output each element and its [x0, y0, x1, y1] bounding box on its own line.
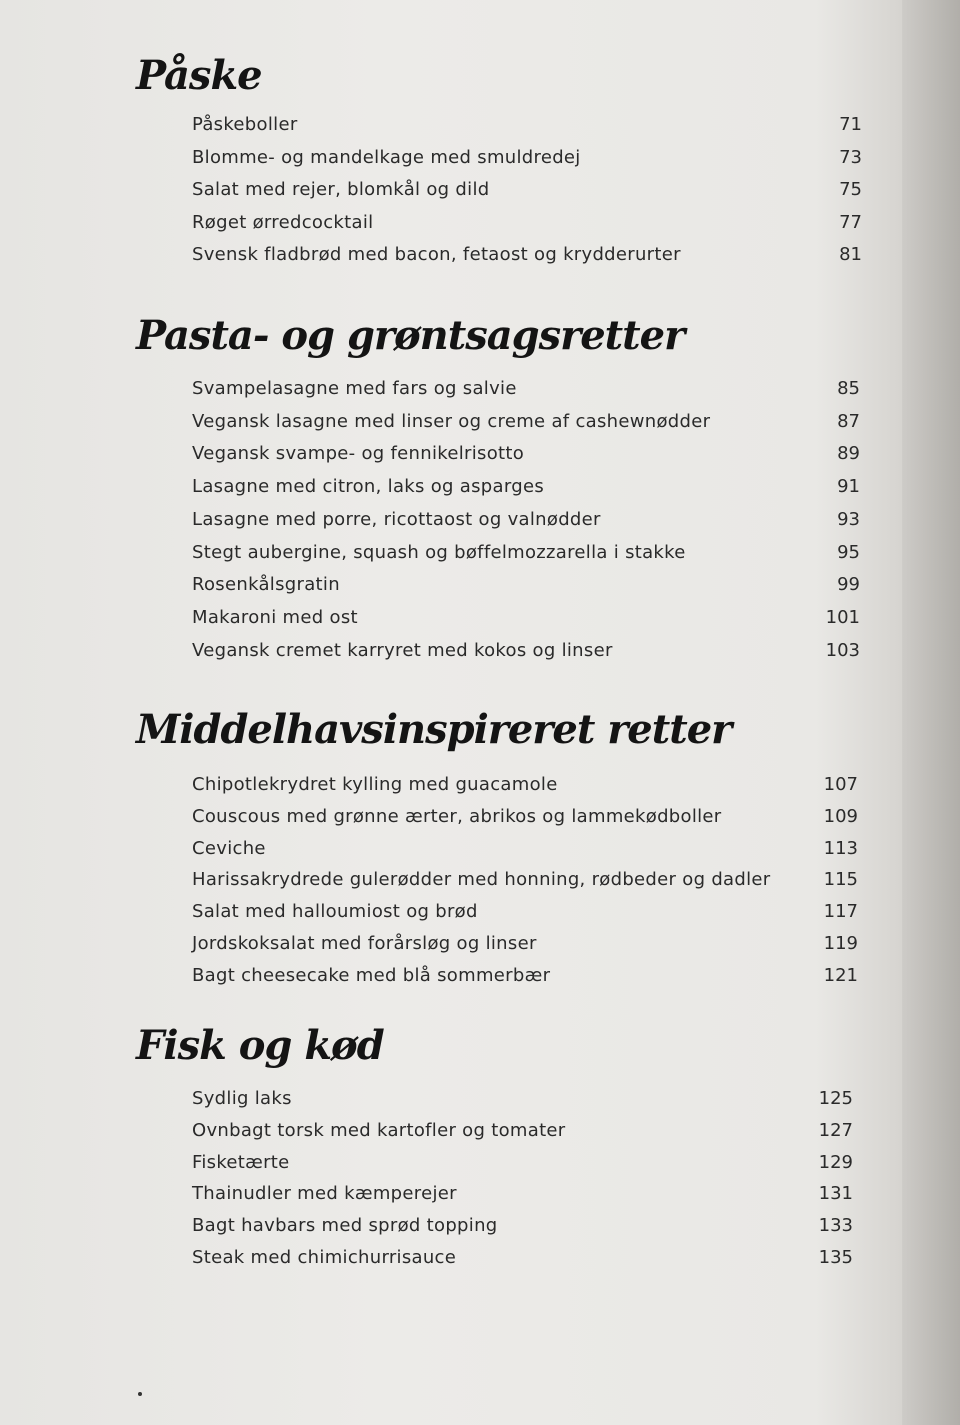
page-number: 131 — [818, 1183, 853, 1204]
toc-entry — [0, 179, 960, 205]
recipe-title: Rosenkålsgratin — [192, 574, 340, 595]
toc-entry — [0, 901, 960, 927]
page-number: 133 — [818, 1215, 853, 1236]
toc-entry — [0, 443, 960, 469]
toc-entry — [0, 1152, 960, 1178]
page-number: 81 — [839, 244, 862, 265]
recipe-title: Ceviche — [192, 838, 266, 859]
recipe-title: Svampelasagne med fars og salvie — [192, 378, 517, 399]
toc-entry — [0, 244, 960, 270]
page-number: 87 — [837, 411, 860, 432]
recipe-title: Steak med chimichurrisauce — [192, 1247, 457, 1268]
recipe-title: Chipotlekrydret kylling med guacamole — [192, 774, 558, 795]
recipe-title: Couscous med grønne ærter, abrikos og lammekødboller — [192, 806, 722, 827]
toc-entry — [0, 965, 960, 991]
toc-entry — [0, 933, 960, 959]
toc-entry — [0, 509, 960, 535]
recipe-title: Ovnbagt torsk med kartofler og tomater — [192, 1120, 566, 1141]
toc-entry — [0, 378, 960, 404]
toc-entry — [0, 114, 960, 140]
page-number: 95 — [837, 542, 860, 563]
recipe-title: Blomme- og mandelkage med smuldredej — [192, 147, 581, 168]
page-number: 115 — [823, 869, 858, 890]
recipe-title: Røget ørredcocktail — [192, 212, 374, 233]
recipe-title: Vegansk svampe- og fennikelrisotto — [192, 443, 525, 464]
recipe-title: Påskeboller — [192, 114, 298, 135]
page-number: 99 — [837, 574, 860, 595]
page-number: 89 — [837, 443, 860, 464]
recipe-title: Fisketærte — [192, 1152, 290, 1173]
toc-entry — [0, 869, 960, 895]
toc-entry — [0, 476, 960, 502]
section-heading: Påske — [136, 52, 262, 99]
toc-entry — [0, 212, 960, 238]
toc-entry — [0, 774, 960, 800]
page-number: 119 — [823, 933, 858, 954]
toc-entry — [0, 806, 960, 832]
recipe-title: Makaroni med ost — [192, 607, 358, 628]
page-number: 121 — [823, 965, 858, 986]
toc-entry — [0, 1183, 960, 1209]
page-number: 103 — [825, 640, 860, 661]
recipe-title: Svensk fladbrød med bacon, fetaost og krydderurter — [192, 244, 681, 265]
page-number: 113 — [823, 838, 858, 859]
toc-entry — [0, 147, 960, 173]
page-number: 91 — [837, 476, 860, 497]
recipe-title: Vegansk cremet karryret med kokos og linser — [192, 640, 613, 661]
toc-entry — [0, 411, 960, 437]
toc-entry — [0, 1215, 960, 1241]
page-number: 125 — [818, 1088, 853, 1109]
recipe-title: Bagt cheesecake med blå sommerbær — [192, 965, 551, 986]
toc-entry — [0, 1088, 960, 1114]
recipe-title: Bagt havbars med sprød topping — [192, 1215, 498, 1236]
page-number: 93 — [837, 509, 860, 530]
page-number: 117 — [823, 901, 858, 922]
page-number: 85 — [837, 378, 860, 399]
page-number: 71 — [839, 114, 862, 135]
recipe-title: Vegansk lasagne med linser og creme af cashewnødder — [192, 411, 711, 432]
page-number: 101 — [825, 607, 860, 628]
page-mark — [138, 1392, 142, 1396]
recipe-title: Thainudler med kæmperejer — [192, 1183, 457, 1204]
toc-entry — [0, 1247, 960, 1273]
page-number: 107 — [823, 774, 858, 795]
page-number: 135 — [818, 1247, 853, 1268]
page-number: 75 — [839, 179, 862, 200]
page-number: 109 — [823, 806, 858, 827]
section-heading: Pasta- og grøntsagsretter — [136, 312, 685, 359]
page-number: 127 — [818, 1120, 853, 1141]
recipe-title: Stegt aubergine, squash og bøffelmozzarella i stakke — [192, 542, 686, 563]
page-number: 129 — [818, 1152, 853, 1173]
recipe-title: Salat med rejer, blomkål og dild — [192, 179, 490, 200]
toc-entry — [0, 838, 960, 864]
page-number: 77 — [839, 212, 862, 233]
recipe-title: Jordskoksalat med forårsløg og linser — [192, 933, 537, 954]
toc-entry — [0, 542, 960, 568]
page-number: 73 — [839, 147, 862, 168]
toc-entry — [0, 574, 960, 600]
recipe-title: Lasagne med porre, ricottaost og valnødder — [192, 509, 601, 530]
section-heading: Fisk og kød — [136, 1022, 384, 1069]
toc-entry — [0, 607, 960, 633]
toc-entry — [0, 640, 960, 666]
recipe-title: Sydlig laks — [192, 1088, 292, 1109]
toc-entry — [0, 1120, 960, 1146]
recipe-title: Harissakrydrede gulerødder med honning, rødbeder og dadler — [192, 869, 771, 890]
section-heading: Middelhavsinspireret retter — [136, 706, 732, 753]
recipe-title: Lasagne med citron, laks og asparges — [192, 476, 545, 497]
recipe-title: Salat med halloumiost og brød — [192, 901, 478, 922]
